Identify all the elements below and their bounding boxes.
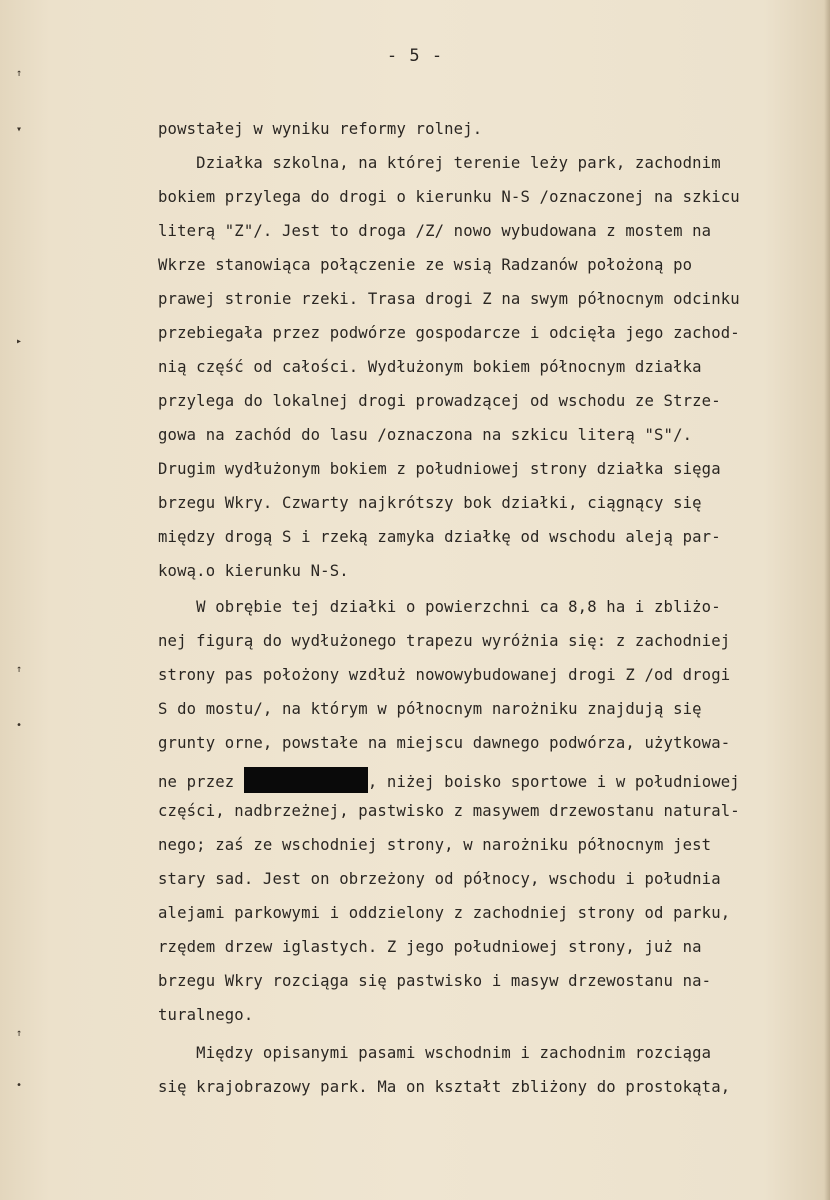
text-line: brzegu Wkry. Czwarty najkrótszy bok działki, ciągnący się xyxy=(158,494,702,512)
text-line: Drugim wydłużonym bokiem z południowej strony działka sięga xyxy=(158,460,721,478)
text-line: gowa na zachód do lasu /oznaczona na szkicu literą "S"/. xyxy=(158,426,693,444)
text-line: przylega do lokalnej drogi prowadzącej od wschodu ze Strze- xyxy=(158,392,721,410)
page-edge-shadow xyxy=(824,0,830,1200)
text-line: alejami parkowymi i oddzielony z zachodniej strony od parku, xyxy=(158,904,731,922)
text-line: Działka szkolna, na której terenie leży park, zachodnim xyxy=(158,154,721,172)
text-line: się krajobrazowy park. Ma on kształt zbliżony do prostokąta, xyxy=(158,1078,731,1096)
text-line: Między opisanymi pasami wschodnim i zachodnim rozciąga xyxy=(158,1044,712,1062)
text-line: literą "Z"/. Jest to droga /Z/ nowo wybudowana z mostem na xyxy=(158,222,712,240)
text-line: nej figurą do wydłużonego trapezu wyróżnia się: z zachodniej xyxy=(158,632,731,650)
margin-mark: ▸ xyxy=(16,336,23,347)
text-line: prawej stronie rzeki. Trasa drogi Z na swym północnym odcinku xyxy=(158,290,740,308)
text-line: turalnego. xyxy=(158,1006,254,1024)
text-line: S do mostu/, na którym w północnym narożniku znajdują się xyxy=(158,700,702,718)
text-line: nią część od całości. Wydłużonym bokiem północnym działka xyxy=(158,358,702,376)
text-line: części, nadbrzeżnej, pastwisko z masywem drzewostanu natural- xyxy=(158,802,740,820)
text-line: grunty orne, powstałe na miejscu dawnego podwórza, użytkowa- xyxy=(158,734,731,752)
margin-mark: • xyxy=(16,1080,23,1091)
redaction-block xyxy=(244,767,368,793)
text-segment: ne przez xyxy=(158,773,235,791)
text-line: strony pas położony wzdłuż nowowybudowanej drogi Z /od drogi xyxy=(158,666,731,684)
text-line: nego; zaś ze wschodniej strony, w narożniku północnym jest xyxy=(158,836,712,854)
text-line: stary sad. Jest on obrzeżony od północy, wschodu i południa xyxy=(158,870,721,888)
margin-mark: ↑ xyxy=(16,664,23,675)
text-line: brzegu Wkry rozciąga się pastwisko i masyw drzewostanu na- xyxy=(158,972,712,990)
text-segment: , niżej boisko sportowe i w południowej xyxy=(367,773,740,791)
text-line: W obrębie tej działki o powierzchni ca 8,8 ha i zbliżo- xyxy=(158,598,721,616)
margin-mark: ▾ xyxy=(16,124,23,135)
text-line: Wkrze stanowiąca połączenie ze wsią Radzanów położoną po xyxy=(158,256,693,274)
margin-mark: ↑ xyxy=(16,68,23,79)
text-line: kową.o kierunku N-S. xyxy=(158,562,349,580)
text-line: między drogą S i rzeką zamyka działkę od wschodu aleją par- xyxy=(158,528,721,546)
page-number: - 5 - xyxy=(386,46,444,66)
text-line: bokiem przylega do drogi o kierunku N-S /oznaczonej na szkicu xyxy=(158,188,740,206)
margin-mark: • xyxy=(16,720,23,731)
text-line: przebiegała przez podwórze gospodarcze i odcięła jego zachod- xyxy=(158,324,740,342)
text-line xyxy=(158,767,740,793)
text-line: powstałej w wyniku reformy rolnej. xyxy=(158,120,483,138)
margin-mark: ↑ xyxy=(16,1028,23,1039)
text-line: rzędem drzew iglastych. Z jego południowej strony, już na xyxy=(158,938,702,956)
